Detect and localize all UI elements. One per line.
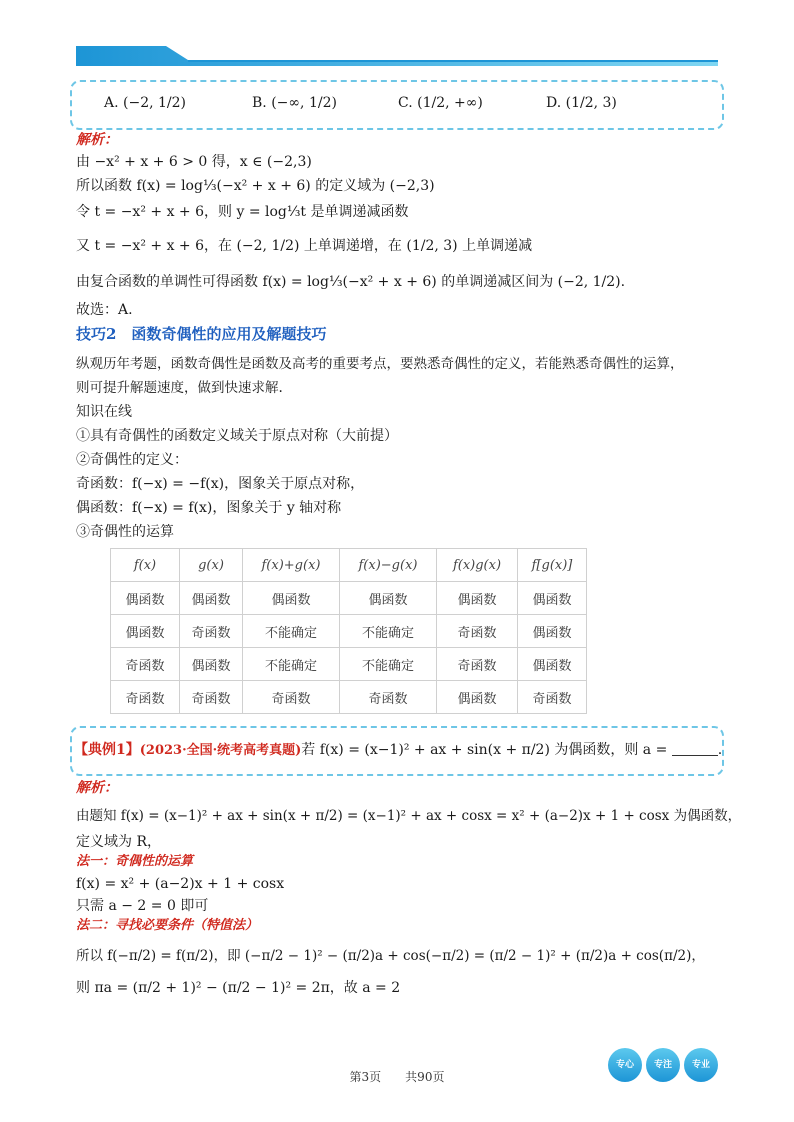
table-cell: 偶函数 [243, 582, 340, 615]
solution-line: f(x) = x² + (a−2)x + 1 + cosx [76, 876, 285, 892]
table-cell: 奇函数 [437, 648, 518, 681]
solution-line: 所以函数 f(x) = log⅓(−x² + x + 6) 的定义域为 (−2,3) [76, 178, 435, 194]
badge-professional: 专业 [684, 1048, 718, 1082]
solution-line: 由题知 f(x) = (x−1)² + ax + sin(x + π/2) = (x−1)² + ax + cosx = x² + (a−2)x + 1 + cosx 为偶函数， [76, 808, 742, 824]
solution-line: 又 t = −x² + x + 6，在 (−2, 1/2) 上单调递增，在 (1/2, 3) 上单调递减 [76, 238, 533, 254]
option-b: B. (−∞, 1/2) [252, 95, 337, 111]
table-cell: 奇函数 [518, 681, 587, 714]
page-number: 第3页 共90页 [349, 1070, 445, 1084]
example-tag: 【典例1】 [74, 742, 140, 758]
table-header-cell: f[g(x)] [518, 549, 587, 582]
table-cell: 奇函数 [111, 648, 180, 681]
example-text: 若 f(x) = (x−1)² + ax + sin(x + π/2) 为偶函数，则 a = [301, 742, 668, 758]
solution-line: 定义域为 R， [76, 834, 161, 850]
answer-blank [672, 741, 718, 756]
table-cell: 奇函数 [437, 615, 518, 648]
parity-table [110, 548, 587, 714]
header-banner [76, 46, 718, 68]
intro-line: 则可提升解题速度，做到快速求解. [76, 380, 283, 396]
badge-concentrate: 专注 [646, 1048, 680, 1082]
table-cell: 奇函数 [243, 681, 340, 714]
table-cell: 奇函数 [180, 615, 243, 648]
table-cell: 偶函数 [518, 615, 587, 648]
header-banner-graphic [76, 46, 718, 68]
table-cell: 不能确定 [340, 648, 437, 681]
table-row [111, 681, 587, 714]
table-header-cell: f(x) [111, 549, 180, 582]
table-cell: 奇函数 [111, 681, 180, 714]
knowledge-item: ③奇偶性的运算 [76, 524, 174, 540]
table-cell: 奇函数 [340, 681, 437, 714]
table-header-cell: f(x)g(x) [437, 549, 518, 582]
option-c: C. (1/2, +∞) [398, 95, 483, 111]
table-cell: 不能确定 [340, 615, 437, 648]
table-cell: 偶函数 [180, 648, 243, 681]
table-header-cell: f(x)−g(x) [340, 549, 437, 582]
table-row [111, 648, 587, 681]
example-question [74, 740, 722, 761]
knowledge-item: ②奇偶性的定义： [76, 452, 188, 468]
table-cell: 偶函数 [518, 648, 587, 681]
intro-line: 纵观历年考题，函数奇偶性是函数及高考的重要考点，要熟悉奇偶性的定义，若能熟悉奇偶性的运算， [76, 356, 684, 372]
solution-label: 解析： [76, 132, 118, 148]
knowledge-heading: 知识在线 [76, 404, 132, 420]
solution-line: 由复合函数的单调性可得函数 f(x) = log⅓(−x² + x + 6) 的单调递减区间为 (−2, 1/2). [76, 274, 626, 290]
table-header-cell: g(x) [180, 549, 243, 582]
table-cell: 奇函数 [180, 681, 243, 714]
solution-line: 故选：A. [76, 302, 133, 318]
table-cell: 偶函数 [111, 582, 180, 615]
example-source: (2023·全国·统考高考真题) [139, 743, 302, 758]
solution-line: 所以 f(−π/2) = f(π/2)，即 (−π/2 − 1)² − (π/2)a + cos(−π/2) = (π/2 − 1)² + (π/2)a + cos(π/2)， [76, 948, 705, 964]
knowledge-item: 奇函数：f(−x) = −f(x)，图象关于原点对称， [76, 476, 365, 492]
method-label: 法二：寻找必要条件（特值法） [76, 918, 259, 933]
table-cell: 偶函数 [340, 582, 437, 615]
section-title: 技巧2 函数奇偶性的应用及解题技巧 [76, 325, 327, 343]
knowledge-item: ①具有奇偶性的函数定义域关于原点对称（大前提） [76, 428, 398, 444]
table-row [111, 615, 587, 648]
solution-line: 由 −x² + x + 6 > 0 得，x ∈ (−2,3) [76, 154, 312, 170]
example-end: . [717, 742, 723, 758]
table-row [111, 582, 587, 615]
badge-focus: 专心 [608, 1048, 642, 1082]
table-cell: 偶函数 [518, 582, 587, 615]
solution-line: 只需 a − 2 = 0 即可 [76, 898, 209, 914]
table-cell: 偶函数 [111, 615, 180, 648]
table-header-row [111, 549, 587, 582]
table-cell: 偶函数 [437, 681, 518, 714]
knowledge-item: 偶函数：f(−x) = f(x)，图象关于 y 轴对称 [76, 500, 342, 516]
solution-line: 则 πa = (π/2 + 1)² − (π/2 − 1)² = 2π，故 a = 2 [76, 980, 401, 996]
table-cell: 偶函数 [180, 582, 243, 615]
option-a: A. (−2, 1/2) [104, 95, 187, 111]
table-cell: 不能确定 [243, 615, 340, 648]
method-label: 法一：奇偶性的运算 [76, 854, 194, 869]
table-cell: 不能确定 [243, 648, 340, 681]
table-header-cell: f(x)+g(x) [243, 549, 340, 582]
table-cell: 偶函数 [437, 582, 518, 615]
solution-label: 解析： [76, 780, 118, 796]
option-d: D. (1/2, 3) [546, 95, 617, 111]
solution-line: 令 t = −x² + x + 6，则 y = log⅓t 是单调递减函数 [76, 204, 409, 220]
